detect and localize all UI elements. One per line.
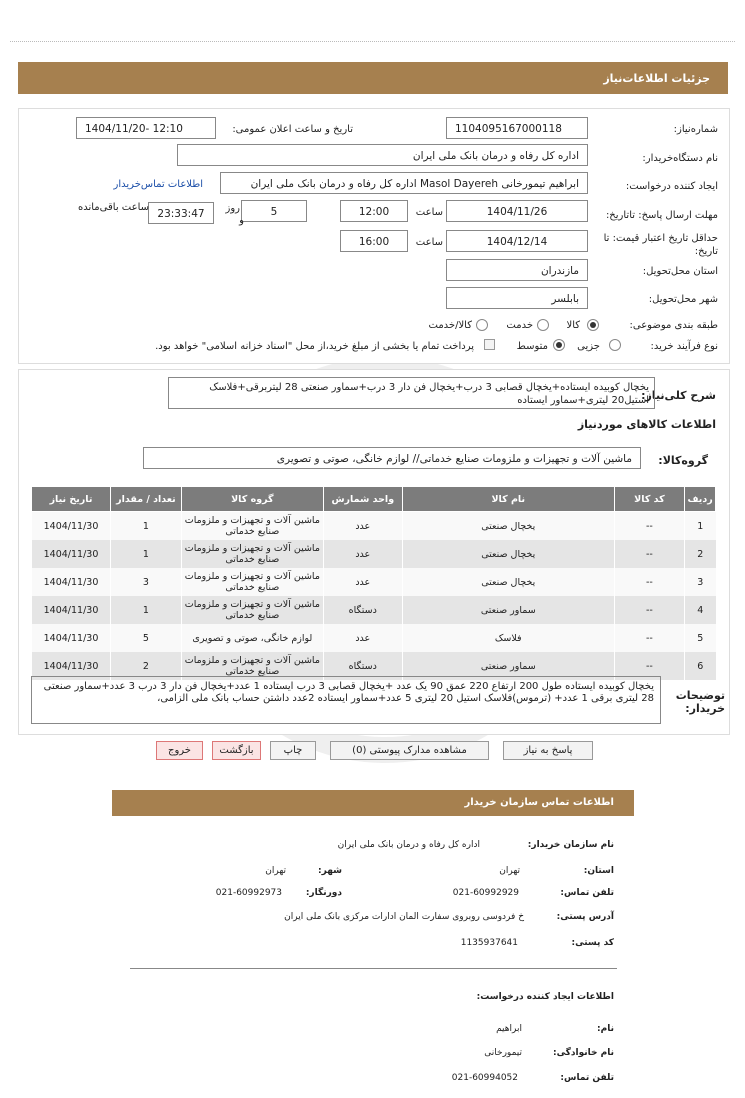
creator-info-title: اطلاعات ایجاد کننده درخواست: bbox=[476, 992, 614, 1002]
cell-unit: عدد bbox=[323, 624, 402, 652]
province-contact-value: تهران bbox=[499, 866, 520, 876]
process-medium-label: متوسط bbox=[516, 341, 548, 352]
city-contact-value: تهران bbox=[265, 866, 286, 876]
cell-need-date: 1404/11/30 bbox=[32, 512, 111, 541]
name-value: ابراهیم bbox=[496, 1024, 522, 1034]
buyer-org-label: نام دستگاه‌خریدار: bbox=[642, 153, 718, 164]
category-both-radio[interactable] bbox=[476, 319, 488, 331]
org-value: اداره کل رفاه و درمان بانک ملی ایران bbox=[337, 840, 480, 850]
price-validity-label: حداقل تاریخ اعتبار قیمت: تا تاریخ: bbox=[603, 233, 718, 257]
category-service-label: خدمت bbox=[506, 320, 533, 331]
cell-row-number: 5 bbox=[685, 624, 716, 652]
col-name: نام کالا bbox=[402, 487, 614, 512]
cell-need-date: 1404/11/30 bbox=[32, 624, 111, 652]
remaining-label: ساعت باقی‌مانده bbox=[77, 202, 149, 213]
cell-goods-code: -- bbox=[614, 624, 684, 652]
print-button[interactable]: چاپ bbox=[270, 741, 316, 760]
cell-goods-group: ماشین آلات و تجهیزات و ملزومات صنایع خدماتی bbox=[181, 652, 323, 680]
cell-goods-name: سماور صنعتی bbox=[402, 596, 614, 624]
details-header bbox=[18, 62, 728, 94]
creator-phone-value: 021-60994052 bbox=[451, 1073, 518, 1083]
postal-value: 1135937641 bbox=[460, 938, 518, 948]
cell-row-number: 3 bbox=[685, 568, 716, 596]
days-label: روز bbox=[225, 203, 240, 214]
buyer-contact-link[interactable]: اطلاعات تماس‌خریدار bbox=[113, 179, 203, 190]
phone-label: تلفن تماس: bbox=[560, 888, 614, 898]
reply-button[interactable]: پاسخ به نیاز bbox=[503, 741, 593, 760]
col-date: تاریخ نیاز bbox=[32, 487, 111, 512]
table-row bbox=[32, 512, 716, 541]
cell-goods-group: ماشین آلات و تجهیزات و ملزومات صنایع خدماتی bbox=[181, 512, 323, 541]
need-number-label: شماره‌نیاز: bbox=[673, 124, 718, 135]
creator-field[interactable]: ابراهیم تیمورخانی Masol Dayereh اداره کل رفاه و درمان بانک ملی ایران bbox=[220, 172, 588, 194]
cell-goods-code: -- bbox=[614, 540, 684, 568]
name-label: نام: bbox=[597, 1024, 614, 1034]
category-goods-label: کالا bbox=[566, 320, 580, 331]
category-label: طبقه بندی موضوعی: bbox=[629, 320, 718, 331]
family-value: تیمورخانی bbox=[484, 1048, 522, 1058]
cell-need-date: 1404/11/30 bbox=[32, 540, 111, 568]
cell-quantity: 1 bbox=[110, 596, 181, 624]
cell-quantity: 1 bbox=[110, 540, 181, 568]
cell-goods-group: ماشین آلات و تجهیزات و ملزومات صنایع خدماتی bbox=[181, 568, 323, 596]
cell-goods-name: یخچال صنعتی bbox=[402, 568, 614, 596]
col-unit: واحد شمارش bbox=[323, 487, 402, 512]
org-label: نام سازمان خریدار: bbox=[527, 840, 614, 850]
table-row bbox=[32, 568, 716, 596]
cell-unit: عدد bbox=[323, 512, 402, 541]
price-date-field[interactable]: 1404/12/14 bbox=[446, 230, 588, 252]
postal-label: کد پستی: bbox=[571, 938, 614, 948]
cell-quantity: 5 bbox=[110, 624, 181, 652]
cell-goods-name: یخچال صنعتی bbox=[402, 512, 614, 541]
cell-need-date: 1404/11/30 bbox=[32, 652, 111, 680]
table-row bbox=[32, 624, 716, 652]
exit-button[interactable]: خروج bbox=[156, 741, 203, 760]
need-number-field[interactable]: 1104095167000118 bbox=[446, 117, 588, 139]
cell-goods-code: -- bbox=[614, 652, 684, 680]
contact-title: اطلاعات تماس سازمان خریدار bbox=[464, 797, 614, 808]
cell-unit: عدد bbox=[323, 568, 402, 596]
price-time-label: ساعت bbox=[415, 237, 443, 248]
buyer-org-field[interactable]: اداره کل رفاه و درمان بانک ملی ایران bbox=[177, 144, 588, 166]
cell-goods-code: -- bbox=[614, 568, 684, 596]
province-label: استان محل‌تحویل: bbox=[642, 266, 718, 277]
cell-unit: دستگاه bbox=[323, 596, 402, 624]
category-service-radio[interactable] bbox=[537, 319, 549, 331]
cell-goods-code: -- bbox=[614, 596, 684, 624]
reply-time-field[interactable]: 12:00 bbox=[340, 200, 408, 222]
cell-goods-group: لوازم خانگی، صوتی و تصویری bbox=[181, 624, 323, 652]
province-field[interactable]: مازندران bbox=[446, 259, 588, 281]
family-label: نام خانوادگی: bbox=[552, 1048, 614, 1058]
announce-label: تاریخ و ساعت اعلان عمومی: bbox=[232, 124, 353, 135]
cell-row-number: 1 bbox=[685, 512, 716, 541]
category-both-label: کالا/خدمت bbox=[428, 320, 472, 331]
buyer-notes-label: توضیحات خریدار: bbox=[675, 689, 725, 715]
col-code: کد کالا bbox=[614, 487, 684, 512]
col-row: ردیف bbox=[685, 487, 716, 512]
contact-header bbox=[112, 790, 634, 816]
category-goods-radio[interactable] bbox=[587, 319, 599, 331]
process-label: نوع فرآیند خرید: bbox=[650, 341, 718, 352]
top-divider bbox=[10, 41, 735, 42]
days-field[interactable]: 5 bbox=[241, 200, 307, 222]
treasury-payment-note: پرداخت تمام یا بخشی از مبلغ خرید،از محل "اسناد خزانه اسلامی" خواهد بود. bbox=[155, 341, 474, 352]
table-header-row bbox=[32, 487, 716, 512]
and-label: و bbox=[239, 215, 244, 226]
cell-goods-name: سماور صنعتی bbox=[402, 652, 614, 680]
city-contact-label: شهر: bbox=[318, 866, 342, 876]
summary-text: یخچال کوبیده ایستاده+یخچال قصابی 3 درب+یخچال فن دار 3 درب+سماور صنعتی 28 لیتربرقی+فلاسک استیل20 لیتری+سماور ایستاده bbox=[168, 377, 655, 409]
cell-row-number: 4 bbox=[685, 596, 716, 624]
cell-quantity: 2 bbox=[110, 652, 181, 680]
cell-need-date: 1404/11/30 bbox=[32, 596, 111, 624]
cell-goods-code: -- bbox=[614, 512, 684, 541]
fax-label: دورنگار: bbox=[305, 888, 342, 898]
announce-field[interactable]: 1404/11/20- 12:10 bbox=[76, 117, 216, 139]
items-table bbox=[31, 486, 716, 680]
creator-phone-label: تلفن تماس: bbox=[560, 1073, 614, 1083]
fax-value: 021-60992973 bbox=[215, 888, 282, 898]
city-field[interactable]: بابلسر bbox=[446, 287, 588, 309]
group-label: گروه‌کالا: bbox=[658, 454, 708, 467]
cell-need-date: 1404/11/30 bbox=[32, 568, 111, 596]
col-group: گروه کالا bbox=[181, 487, 323, 512]
address-label: آدرس پستی: bbox=[556, 912, 614, 922]
cell-unit: دستگاه bbox=[323, 652, 402, 680]
reply-time-label: ساعت bbox=[415, 207, 443, 218]
goods-info-title: اطلاعات کالاهای موردنیاز bbox=[577, 418, 716, 431]
process-minor-label: جزیی bbox=[577, 341, 600, 352]
process-minor-radio[interactable] bbox=[609, 339, 621, 351]
cell-goods-group: ماشین آلات و تجهیزات و ملزومات صنایع خدماتی bbox=[181, 596, 323, 624]
price-time-field[interactable]: 16:00 bbox=[340, 230, 408, 252]
cell-goods-name: فلاسک bbox=[402, 624, 614, 652]
remaining-time-field[interactable]: 23:33:47 bbox=[148, 202, 214, 224]
city-label: شهر محل‌تحویل: bbox=[648, 294, 718, 305]
summary-label: شرح کلی‌نیاز: bbox=[641, 389, 716, 402]
attachments-button[interactable]: مشاهده مدارک پیوستی (0) bbox=[330, 741, 489, 760]
process-medium-radio[interactable] bbox=[553, 339, 565, 351]
province-contact-label: استان: bbox=[583, 866, 614, 876]
cell-goods-name: یخچال صنعتی bbox=[402, 540, 614, 568]
col-qty: تعداد / مقدار bbox=[110, 487, 181, 512]
cell-row-number: 2 bbox=[685, 540, 716, 568]
cell-row-number: 6 bbox=[685, 652, 716, 680]
buyer-notes-text: یخچال کوبیده ایستاده طول 200 ارتفاع 220 عمق 90 یک عدد +یخچال قصابی 3 درب ایستاده 1 عدد+یخچال فن دار 3 درب 3 عدد+سماور صنعتی 28 لیتری برقی 1 عدد+ (ترموس)فلاسک استیل 20 لیتری 5 عدد+سماور ایستاده 2عدد داشتن حساب بانک ملی الزامی، bbox=[31, 676, 661, 724]
group-field[interactable]: ماشین آلات و تجهیزات و ملزومات صنایع خدماتی// لوازم خانگی، صوتی و تصویری bbox=[143, 447, 641, 469]
cell-quantity: 3 bbox=[110, 568, 181, 596]
reply-deadline-label: مهلت ارسال پاسخ: تاتاریخ: bbox=[605, 210, 718, 221]
cell-goods-group: ماشین آلات و تجهیزات و ملزومات صنایع خدماتی bbox=[181, 540, 323, 568]
creator-label: ایجاد کننده درخواست: bbox=[625, 181, 718, 192]
back-button[interactable]: بازگشت bbox=[212, 741, 261, 760]
table-row bbox=[32, 540, 716, 568]
reply-date-field[interactable]: 1404/11/26 bbox=[446, 200, 588, 222]
phone-value: 021-60992929 bbox=[452, 888, 519, 898]
table-row bbox=[32, 596, 716, 624]
contact-divider bbox=[130, 968, 617, 969]
details-title: جزئیات اطلاعات‌نیاز bbox=[603, 72, 710, 85]
cell-unit: عدد bbox=[323, 540, 402, 568]
address-value: خ فردوسی روبروی سفارت المان ادارات مرکزی بانک ملی ایران bbox=[284, 912, 524, 922]
cell-quantity: 1 bbox=[110, 512, 181, 541]
treasury-payment-checkbox[interactable] bbox=[484, 339, 495, 350]
